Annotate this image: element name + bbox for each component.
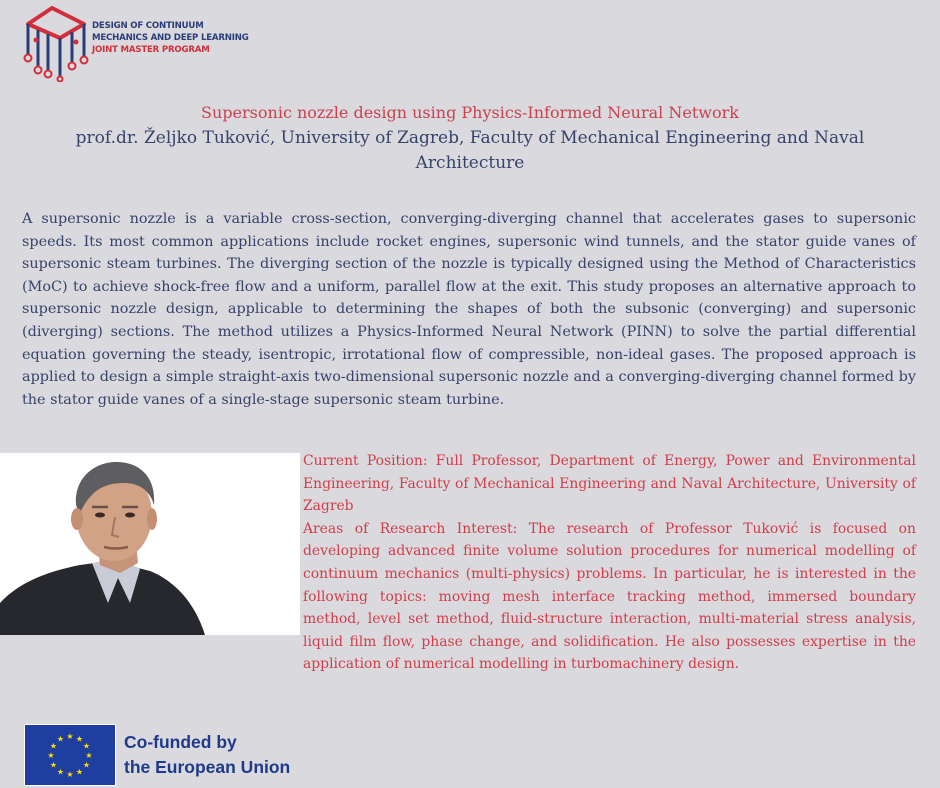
eu-funding-line-1: Co-funded by xyxy=(124,732,237,752)
professor-portrait xyxy=(0,453,300,635)
eu-funding-badge xyxy=(24,724,324,786)
eu-funding-line-2: the European Union xyxy=(124,757,291,777)
research-interests: Areas of Research Interest: The research of Professor Tuković is focused on developing advanced finite volume solution procedures for numerical modelling of continuum mechanics (multi-physics) problems. In particular, he is interested in the following topics: moving mesh interface tracking method, immersed boundary method, level set method, fluid-structure interaction, multi-material stress analysis, liquid film flow, phase change, and solidification. He also possesses expertise in the application of numerical modelling in turbomachinery design. xyxy=(303,520,916,673)
logo-line-1: DESIGN OF CONTINUUM xyxy=(92,21,204,31)
eu-star-icon: ★ xyxy=(66,732,74,741)
eu-star-icon: ★ xyxy=(82,760,91,770)
logo-line-2: MECHANICS AND DEEP LEARNING xyxy=(92,33,249,43)
logo-text xyxy=(92,20,249,56)
eu-star-icon: ★ xyxy=(75,734,84,744)
speaker-bio xyxy=(303,450,916,676)
eu-star-icon: ★ xyxy=(75,767,84,777)
eu-star-icon: ★ xyxy=(85,751,93,760)
abstract-text: A supersonic nozzle is a variable cross-section, converging-diverging channel that accelerates gases to supersonic speeds. Its most common applications include rocket engines, supersonic wind tunnels, and the stator guide vanes of supersonic steam turbines. The diverging section of the nozzle is typically designed using the Method of Characteristics (MoC) to achieve shock-free flow and a uniform, parallel flow at the exit. This study proposes an alternative approach to supersonic nozzle design, applicable to determining the shapes of both the subsonic (converging) and supersonic (diverging) sections. The method utilizes a Physics-Informed Neural Network (PINN) to solve the partial differential equation governing the steady, isentropic, irrotational flow of compressible, non-ideal gases. The proposed approach is applied to design a simple straight-axis two-dimensional supersonic nozzle and a converging-diverging channel formed by the stator guide vanes of a single-stage supersonic steam turbine. xyxy=(22,211,916,408)
eu-flag-icon xyxy=(24,724,116,786)
eu-star-icon: ★ xyxy=(47,751,55,760)
eu-star-icon: ★ xyxy=(66,770,74,779)
eu-star-icon: ★ xyxy=(56,734,65,744)
program-logo xyxy=(20,4,249,82)
eu-star-icon: ★ xyxy=(49,741,58,751)
eu-star-icon: ★ xyxy=(82,741,91,751)
speaker-affiliation: prof.dr. Željko Tuković, University of Zagreb, Faculty of Mechanical Engineering and Naval Architecture xyxy=(75,128,865,173)
talk-title: Supersonic nozzle design using Physics-Informed Neural Network xyxy=(201,103,739,122)
portrait-image xyxy=(0,453,300,635)
eu-funding-text xyxy=(124,730,290,780)
logo-line-3: JOINT MASTER PROGRAM xyxy=(92,45,210,55)
eu-star-icon: ★ xyxy=(49,760,58,770)
eu-star-icon: ★ xyxy=(56,767,65,777)
cube-circuit-logo-icon xyxy=(20,4,90,82)
current-position: Current Position: Full Professor, Department of Energy, Power and Environmental Engineering, Faculty of Mechanical Engineering and Naval Architecture, University of Zagreb xyxy=(303,453,916,515)
